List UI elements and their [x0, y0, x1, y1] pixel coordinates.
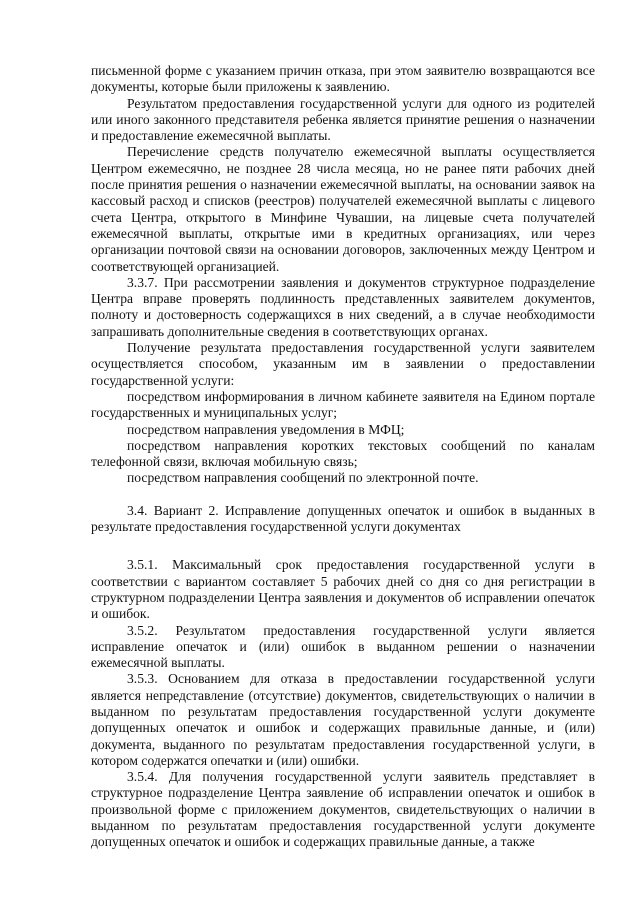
- paragraph-receipt-method: Получение результата предоставления государственной услуги заявителем осуществляется способом, указанным им в заявлении о предоставлении государственной услуги:: [91, 340, 595, 388]
- list-item-email: посредством направления сообщений по электронной почте.: [127, 470, 479, 486]
- paragraph-3-5-3: 3.5.3. Основанием для отказа в предоставлении государственной услуги является непредставление (отсутствие) документов, свидетельствующих о наличии в выданном по результатам предоставления государственной услуги документе допущенных опечаток и ошибок и содержащих правильные данные, и (или) документа, выданного по результатам предоставления государственной услуги, в котором содержатся опечатки и (или) ошибки.: [91, 671, 595, 768]
- list-item-sms: посредством направления коротких текстовых сообщений по каналам телефонной связи, включая мобильную связь;: [91, 437, 595, 470]
- paragraph-3-5-4: 3.5.4. Для получения государственной услуги заявитель представляет в структурное подразделение Центра заявление об исправлении опечаток и ошибок в произвольной форме с приложением документов, свидетельствующих о наличии в выданном по результатам предоставления государственной услуги документе допущенных опечаток и ошибок и содержащих правильные данные, а также: [91, 769, 595, 850]
- paragraph-3-3-7: 3.3.7. При рассмотрении заявления и документов структурное подразделение Центра вправе проверять подлинность представленных заявителем документов, полноту и достоверность содержащихся в них сведений, а в случае необходимости запрашивать дополнительные сведения в соответствующих органах.: [91, 274, 595, 339]
- list-item-portal: посредством информирования в личном кабинете заявителя на Едином портале государственных и муниципальных услуг;: [91, 388, 595, 421]
- paragraph-3-5-2: 3.5.2. Результатом предоставления государственной услуги является исправление опечаток и (или) ошибок в выданном решении о назначении ежемесячной выплаты.: [91, 622, 595, 671]
- list-item-mfc: посредством направления уведомления в МФЦ;: [127, 421, 405, 437]
- paragraph-result: Результатом предоставления государственной услуги для одного из родителей или иного законного представителя ребенка является принятие решения о назначении и предоставление ежемесячной выплаты.: [91, 95, 595, 144]
- paragraph-3-5-1: 3.5.1. Максимальный срок предоставления государственной услуги в соответствии с вариантом составляет 5 рабочих дней со дня со дня регистрации в структурном подразделении Центра заявления и документов об исправлении опечаток и ошибок.: [91, 557, 595, 622]
- paragraph-refusal-return: письменной форме с указанием причин отказа, при этом заявителю возвращаются все документы, которые были приложены к заявлению.: [91, 63, 595, 95]
- spacer: [91, 535, 595, 557]
- document-body: [91, 63, 595, 851]
- spacer: [91, 487, 595, 503]
- section-heading-3-4: 3.4. Вариант 2. Исправление допущенных опечаток и ошибок в выданных в результате предоставления государственной услуги документах: [91, 502, 595, 535]
- paragraph-transfer: Перечисление средств получателю ежемесячной выплаты осуществляется Центром ежемесячно, не позднее 28 числа месяца, но не ранее пяти рабочих дней после принятия решения о назначении ежемесячной выплаты, на основании заявок на кассовый расход и списков (реестров) получателей ежемесячной выплаты с лицевого счета Центра, открытого в Минфине Чувашии, на лицевые счета получателей ежемесячной выплаты, открытые ими в кредитных организациях, или через организации почтовой связи на основании договоров, заключенных между Центром и соответствующей организацией.: [91, 144, 595, 274]
